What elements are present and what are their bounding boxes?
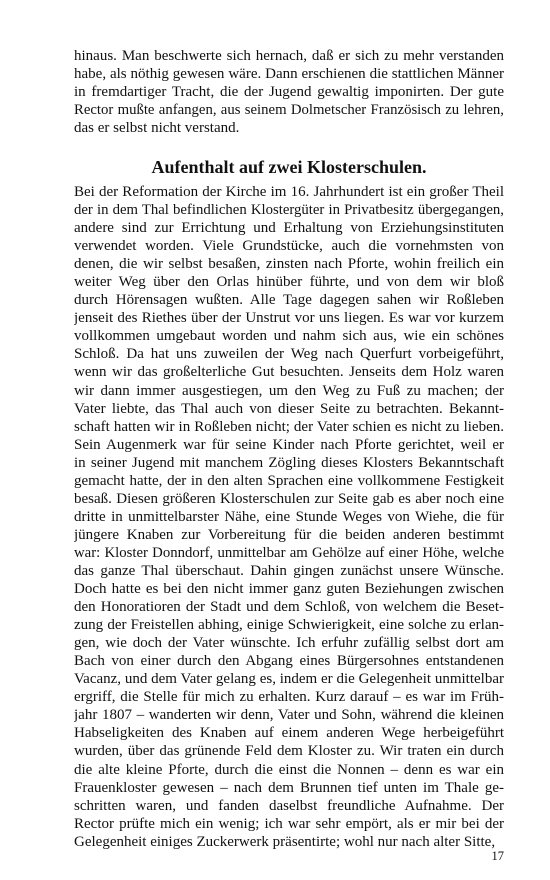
- text-line: Schloß. Da hat uns zuweilen der Weg nach Querfurt vorbeigeführt,: [74, 346, 504, 363]
- text-line: der in dem Thal befindlichen Klostergüter in Privatbesitz übergegangen,: [74, 202, 504, 219]
- text-line: vollkommen umgebaut worden und nahm sich aus, wie ein schönes: [74, 328, 504, 345]
- text-line: hinaus. Man beschwerte sich hernach, daß er sich zu mehr verstanden: [74, 48, 504, 64]
- text-line: dritte in unmittelbarster Nähe, eine Stunde Weges von Wiehe, die für: [74, 508, 504, 525]
- text-line: Rector mußte anfangen, aus seinem Dolmetscher Französisch zu lehren,: [74, 102, 504, 119]
- text-line: Vacanz, und dem Vater gelang es, indem er die Gelegenheit unmittelbar: [74, 671, 504, 688]
- text-line: jahr 1807 – wanderten wir denn, Vater und Sohn, während die kleinen: [74, 707, 504, 724]
- text-line: andere sind zur Errichtung und Erhaltung von Erziehungsinstituten: [74, 220, 504, 237]
- chapter-heading: Aufenthalt auf zwei Klosterschulen.: [151, 157, 427, 177]
- body-paragraph: [74, 183, 504, 851]
- text-line: wurden, über das grünende Feld dem Kloster zu. Wir traten ein durch: [74, 743, 504, 760]
- text-line: wenn wir das großelterliche Gut besuchten. Jenseits dem Holz waren: [74, 364, 504, 381]
- text-line: zung der Freistellen abhing, einige Schwierigkeit, eine solche zu erlan-: [74, 617, 504, 634]
- text-line: schaft hatten wir in Roßleben nicht; der Vater schien es nicht zu lieben.: [74, 418, 504, 435]
- text-line: durch Hörensagen wußten. Alle Tage dagegen sahen wir Roßleben: [74, 292, 504, 309]
- page-number: 17: [491, 849, 504, 863]
- text-line: Frauenkloster gewesen – nach dem Brunnen tief unten im Thale ge-: [74, 779, 504, 796]
- text-line: in fremdartiger Tracht, die der Jugend gewaltig imponirten. Der gute: [74, 84, 504, 101]
- text-line: Sein Augenmerk war für seine Kinder nach Pforte gerichtet, weil er: [74, 436, 504, 453]
- text-line: schritten waren, und fanden daselbst freundliche Aufnahme. Der: [74, 797, 504, 814]
- text-line: Habseligkeiten des Knaben auf einem anderen Wege herbeigeführt: [74, 725, 504, 742]
- text-line: jüngere Knaben zur Vorbereitung für die beiden anderen bestimmt: [74, 526, 504, 543]
- text-line: wir dann immer ausgestiegen, um den Weg zu Fuß zu machen; der: [74, 382, 504, 399]
- text-line: das er selbst nicht verstand.: [74, 120, 240, 137]
- text-line: habe, als nöthig gewesen wäre. Dann erschienen die stattlichen Männer: [74, 66, 504, 83]
- text-line: das ganze Thal überschaut. Dahin gingen zunächst unsere Wünsche.: [74, 562, 504, 579]
- text-line: gen, wie doch der Vater wünschte. Ich erfuhr zufällig selbst dort am: [74, 635, 504, 652]
- text-line: Doch hatte es bei den nicht immer ganz guten Beziehungen zwischen: [74, 581, 504, 598]
- text-line: ergriff, die Stelle für mich zu erhalten. Kurz darauf – es war im Früh-: [74, 689, 504, 706]
- text-line: weiter Weg über den Orlas hinüber führte, und von dem wir bloß: [74, 274, 504, 291]
- text-line: denen, die wir selbst besaßen, zinsten nach Pforte, wohin freilich ein: [74, 256, 504, 273]
- text-line: den Honoratioren der Stadt und dem Schloß, von welchem die Beset-: [74, 599, 504, 616]
- text-line: die alte kleine Pforte, durch die einst die Nonnen – denn es war ein: [74, 761, 504, 778]
- text-line: besaß. Diesen größeren Klosterschulen zur Seite gab es aber noch eine: [74, 490, 504, 507]
- text-line: Rector prüfte mich ein wenig; ich war sehr empört, als er mir bei der: [74, 815, 504, 832]
- text-line: verwendet worden. Viele Grundstücke, auch die vornehmsten von: [74, 238, 504, 255]
- text-line: in seiner Jugend mit manchem Zögling dieses Klosters Bekanntschaft: [74, 454, 504, 471]
- text-line: gemacht hatte, der in den alten Sprachen eine vollkommene Festigkeit: [74, 472, 504, 489]
- intro-paragraph: [74, 47, 504, 137]
- text-line: Gelegenheit einiges Zuckerwerk präsentirte; wohl nur nach alter Sitte,: [74, 833, 496, 850]
- text-line: Bach von einer durch den Abgang eines Bürgersohnes entstandenen: [74, 653, 504, 670]
- text-line: Bei der Reformation der Kirche im 16. Jahrhundert ist ein großer Theil: [74, 184, 504, 200]
- text-line: Vater liebte, das Thal auch von dieser Seite zu betrachten. Bekannt-: [74, 400, 504, 417]
- text-line: jenseit des Riethes über der Unstrut vor uns liegen. Es war vor kurzem: [74, 310, 504, 327]
- text-line: war: Kloster Donndorf, unmittelbar am Gehölze auf einer Höhe, welche: [74, 544, 504, 561]
